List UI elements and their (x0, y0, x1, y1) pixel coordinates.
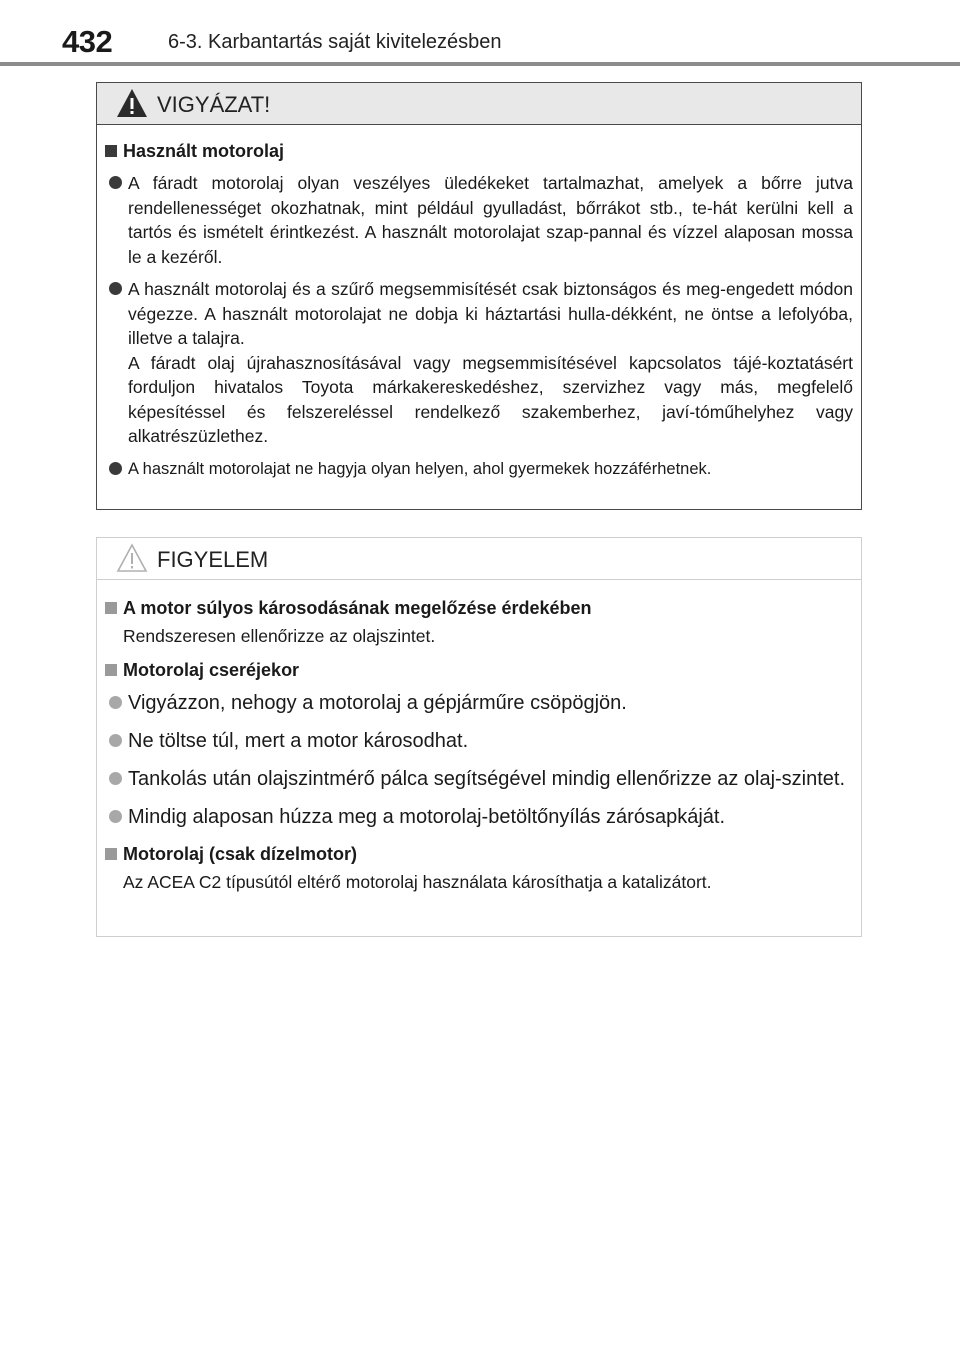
page-number: 432 (62, 24, 113, 59)
section-text: Az ACEA C2 típusútól eltérő motorolaj használata károsíthatja a katalizátort. (123, 872, 712, 892)
page-header (0, 0, 960, 70)
square-bullet-icon (105, 145, 117, 157)
square-bullet-icon (105, 602, 117, 614)
list-item: A használt motorolaj és a szűrő megsemmisítését csak biztonságos és meg-engedett módon végezze. A használt motorolajat ne dobja ki háztartási hulla-dékként, ne öntse a lefolyóba, illetve a talajra. A fáradt olaj újrahasznosításával vagy megsemmisítésével kapcsolatos tájé-koztatásért forduljon hivatalos Toyota márkakereskedéshez, szervizhez vagy más, megfelelő képesítéssel és felszereléssel rendelkező szakemberhez, javí-tóműhelyhez vagy alkatrészüzlethez. (105, 277, 853, 449)
circle-bullet-icon (109, 734, 122, 747)
section-heading: Motorolaj (csak dízelmotor) (105, 842, 853, 866)
section-heading: A motor súlyos károsodásának megelőzése érdekében (105, 596, 853, 620)
list-item: A használt motorolajat ne hagyja olyan helyen, ahol gyermekek hozzáférhetnek. (105, 457, 853, 482)
notice-title: FIGYELEM (157, 547, 269, 572)
list-item: Ne töltse túl, mert a motor károsodhat. (105, 726, 853, 756)
square-bullet-icon (105, 664, 117, 676)
section-heading: Használt motorolaj (105, 139, 853, 163)
notice-box-header (97, 538, 861, 580)
list-item: Vigyázzon, nehogy a motorolaj a gépjárműre csöpögjön. (105, 688, 853, 718)
circle-bullet-icon (109, 696, 122, 709)
section-text: Rendszeresen ellenőrizze az olajszintet. (123, 626, 436, 646)
square-bullet-icon (105, 848, 117, 860)
list-item: Tankolás után olajszintmérő pálca segítségével mindig ellenőrizze az olaj-szintet. (105, 764, 853, 794)
section-heading: Motorolaj cseréjekor (105, 658, 853, 682)
notice-section (105, 658, 853, 832)
section-title: 6-3. Karbantartás saját kivitelezésben (168, 31, 502, 53)
circle-bullet-icon (109, 772, 122, 785)
notice-box (96, 537, 862, 937)
list-item: Mindig alaposan húzza meg a motorolaj-betöltőnyílás zárósapkáját. (105, 802, 853, 832)
notice-section (105, 842, 853, 894)
circle-bullet-icon (109, 282, 122, 295)
notice-section (105, 596, 853, 648)
list-item: A fáradt motorolaj olyan veszélyes üledékeket tartalmazhat, amelyek a bőrre jutva rendellenességet okozhatnak, mint például gyulladást, bőrrákot stb., te-hát kerülni kell a tartós és ismételt érintkezést. A használt motorolajat szap-pannal és vízzel alaposan mossa le a kezéről. (105, 171, 853, 269)
warning-title: VIGYÁZAT! (157, 92, 271, 117)
header-divider (0, 62, 960, 66)
warning-triangle-filled-icon (115, 87, 149, 119)
warning-box-header (97, 83, 861, 125)
circle-bullet-icon (109, 810, 122, 823)
warning-box (96, 82, 862, 510)
circle-bullet-icon (109, 176, 122, 189)
warning-section (105, 139, 853, 481)
warning-triangle-outline-icon (115, 542, 149, 574)
circle-bullet-icon (109, 462, 122, 475)
